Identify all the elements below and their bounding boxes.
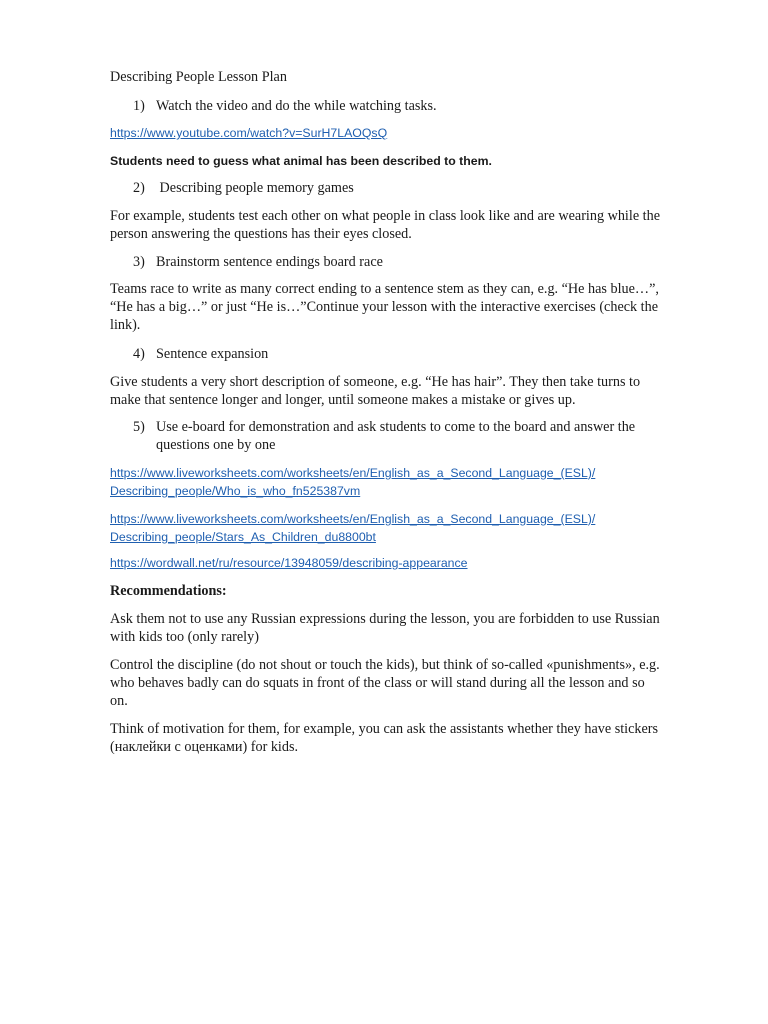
step-text: Describing people memory games [156, 180, 354, 196]
youtube-link[interactable]: https://www.youtube.com/watch?v=SurH7LAOQsQ [110, 126, 388, 140]
liveworksheets-link-who-is-who[interactable]: https://www.liveworksheets.com/worksheets/en/English_as_a_Second_Language_(ESL)/ Describing_people/Who_is_who_fn525387vm [110, 466, 596, 498]
paragraph-line: link). [110, 317, 141, 333]
step-2 [133, 179, 738, 197]
step-text: Sentence expansion [156, 346, 269, 362]
recommendations-heading: Recommendations: [110, 583, 227, 599]
step-text: Watch the video and do the while watching tasks. [156, 98, 437, 114]
step-text: Brainstorm sentence endings board race [156, 254, 383, 270]
step-number: 1) [133, 98, 145, 114]
recommendation-paragraph [110, 610, 715, 646]
step-5 [133, 418, 738, 454]
step-number: 3) [133, 254, 145, 270]
paragraph-line: Teams race to write as many correct ending to a sentence stem as they can, e.g. “He has blue…”, [110, 281, 659, 297]
paragraph-line: on. [110, 693, 128, 709]
step-3 [133, 253, 738, 271]
paragraph-line: Ask them not to use any Russian expressions during the lesson, you are forbidden to use Russian [110, 611, 660, 627]
step-number: 4) [133, 346, 145, 362]
paragraph-line: with kids too (only rarely) [110, 629, 259, 645]
paragraph-line: Think of motivation for them, for example, you can ask the assistants whether they have stickers [110, 721, 659, 737]
step-text: Use e-board for demonstration and ask students to come to the board and answer the [156, 419, 636, 435]
step-text: questions one by one [156, 437, 276, 453]
liveworksheets-link-stars-as-children[interactable]: https://www.liveworksheets.com/worksheets/en/English_as_a_Second_Language_(ESL)/ Describing_people/Stars_As_Children_du8800bt [110, 512, 596, 544]
recommendation-paragraph [110, 656, 715, 710]
step-2-paragraph [110, 207, 715, 243]
paragraph-line: (наклейки с оценками) for kids. [110, 739, 299, 755]
paragraph-line: who behaves badly can do squats in front of the class or will stand during all the lesson and so [110, 675, 645, 691]
step-number: 5) [133, 419, 145, 435]
step-3-paragraph [110, 280, 715, 334]
paragraph-line: Give students a very short description of someone, e.g. “He has hair”. They then take turns to [110, 374, 641, 390]
step-1-note: Students need to guess what animal has been described to them. [110, 154, 492, 168]
wordwall-link[interactable]: https://wordwall.net/ru/resource/13948059/describing-appearance [110, 556, 468, 570]
document-title: Describing People Lesson Plan [110, 69, 287, 85]
paragraph-line: Control the discipline (do not shout or touch the kids), but think of so-called «punishments», e.g. [110, 657, 660, 673]
step-4-paragraph [110, 373, 715, 409]
paragraph-line: For example, students test each other on what people in class look like and are wearing while the [110, 208, 660, 224]
recommendation-paragraph [110, 720, 715, 756]
step-1 [133, 97, 738, 115]
step-number: 2) [133, 180, 145, 196]
step-4 [133, 345, 738, 363]
paragraph-line: person answering the questions has their eyes closed. [110, 226, 412, 242]
paragraph-line: “He has a big…” or just “He is…”Continue your lesson with the interactive exercises (check the [110, 299, 659, 315]
paragraph-line: make that sentence longer and longer, until someone makes a mistake or gives up. [110, 392, 576, 408]
